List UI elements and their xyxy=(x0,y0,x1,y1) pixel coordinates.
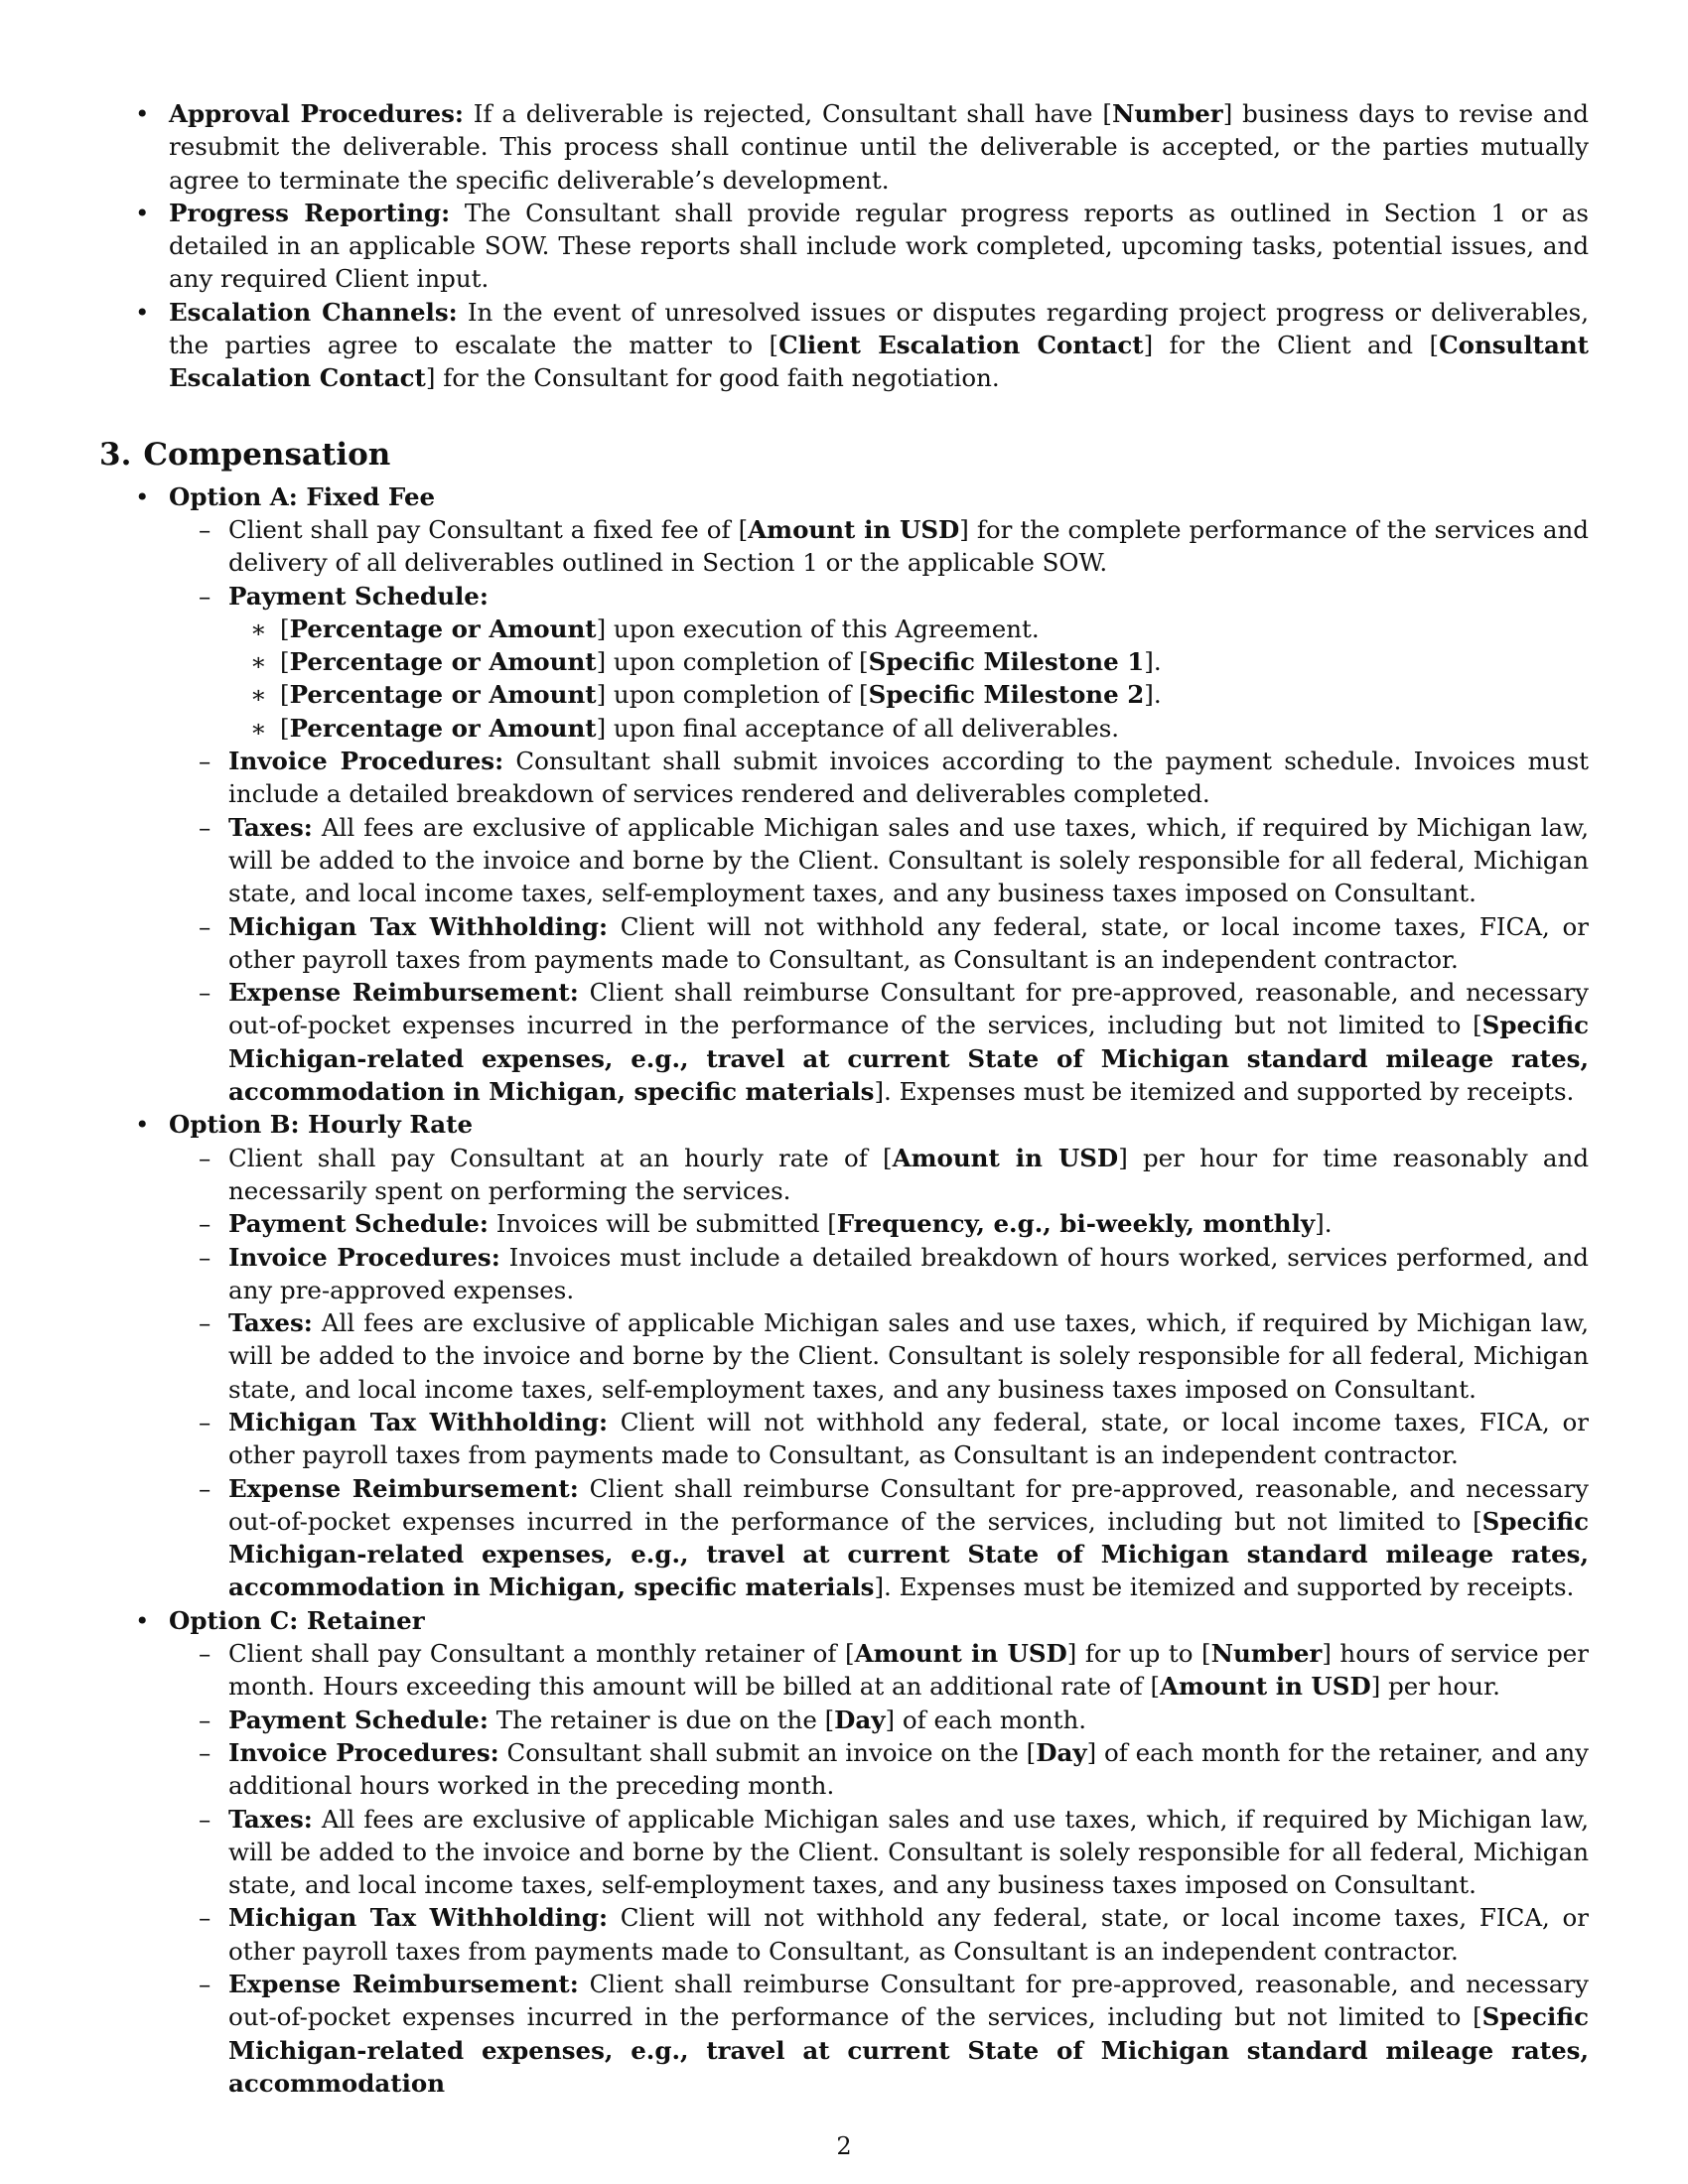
term-label: Invoice Procedures: xyxy=(228,1737,499,1767)
term-label: Expense Reimbursement: xyxy=(228,978,579,1008)
list-item xyxy=(99,197,1589,296)
term-item xyxy=(169,1241,1589,1307)
term-item xyxy=(169,1803,1589,1902)
item-label: Escalation Channels: xyxy=(169,297,458,327)
dash-marker: – xyxy=(199,581,211,611)
page-content xyxy=(99,97,1589,2100)
term-item xyxy=(169,1704,1589,1736)
schedule-text: [Percentage or Amount] upon final acceptance of all deliverables. xyxy=(280,713,1120,743)
term-label: Taxes: xyxy=(228,1308,313,1338)
term-text: Client will not withhold any federal, state, or local income taxes, FICA, or other payroll taxes from payments made to Consultant, as Consultant is an independent contractor. xyxy=(228,911,1589,974)
dash-marker: – xyxy=(199,747,211,776)
term-text: The retainer is due on the [Day] of each month. xyxy=(495,1705,1087,1734)
bullet-marker: • xyxy=(135,1605,150,1635)
schedule-item xyxy=(228,613,1589,645)
section-heading xyxy=(99,435,1589,475)
obligations-list xyxy=(99,97,1589,395)
option-title: Option A: Fixed Fee xyxy=(169,481,436,511)
bullet-marker: • xyxy=(135,99,150,128)
option-title: Option C: Retainer xyxy=(169,1605,425,1635)
dash-marker: – xyxy=(199,978,211,1008)
option-item xyxy=(99,480,1589,1109)
term-item xyxy=(169,910,1589,977)
term-item xyxy=(169,1968,1589,2100)
term-text: All fees are exclusive of applicable Michigan sales and use taxes, which, if required by Michigan law, will be added to the invoice and borne by the Client. Consultant is solely responsible for all federal, Michigan state, and local income taxes, self-employment taxes, and any business taxes imposed on Consultant. xyxy=(228,1308,1589,1404)
term-text: Invoices must include a detailed breakdown of hours worked, services performed, and any pre-approved expenses. xyxy=(228,1242,1589,1304)
schedule-item xyxy=(228,645,1589,678)
term-item xyxy=(169,1472,1589,1604)
term-item xyxy=(169,513,1589,580)
section-number: 3. xyxy=(99,436,132,473)
term-item xyxy=(169,580,1589,745)
term-item xyxy=(169,811,1589,910)
list-item xyxy=(99,97,1589,197)
term-label: Taxes: xyxy=(228,812,313,842)
compensation-options-list xyxy=(99,480,1589,2101)
option-title: Option B: Hourly Rate xyxy=(169,1110,474,1140)
term-item xyxy=(169,976,1589,1108)
star-marker: ∗ xyxy=(250,647,267,677)
item-text: In the event of unresolved issues or disputes regarding project progress or deliverables, the parties agree to escalate the matter to [Client Escalation Contact] for the Client and [Consultant Escalation Contact] for the Consultant for good faith negotiation. xyxy=(169,297,1590,393)
dash-marker: – xyxy=(199,1639,211,1669)
dash-marker: – xyxy=(199,1143,211,1172)
term-label: Taxes: xyxy=(228,1804,313,1834)
option-terms-list xyxy=(169,513,1589,1108)
term-text: Client will not withhold any federal, state, or local income taxes, FICA, or other payroll taxes from payments made to Consultant, as Consultant is an independent contractor. xyxy=(228,1407,1589,1470)
term-item xyxy=(169,1736,1589,1803)
term-text: Client shall reimburse Consultant for pre-approved, reasonable, and necessary out-of-pocket expenses incurred in the performance of the services, including but not limited to [Specific Michigan-related expenses, e.g., travel at current State of Michigan standard mileage rates, accommodation in Michigan, specific materials]. Expenses must be itemized and supported by receipts. xyxy=(228,1473,1589,1602)
dash-marker: – xyxy=(199,1242,211,1272)
term-text: Client will not withhold any federal, state, or local income taxes, FICA, or other payroll taxes from payments made to Consultant, as Consultant is an independent contractor. xyxy=(228,1903,1589,1966)
item-text: If a deliverable is rejected, Consultant shall have [Number] business days to revise and resubmit the deliverable. This process shall continue until the deliverable is accepted, or the parties mutually agree to terminate the specific deliverable’s development. xyxy=(169,99,1589,195)
term-item xyxy=(169,1637,1589,1704)
term-text: Client shall reimburse Consultant for pre-approved, reasonable, and necessary out-of-pocket expenses incurred in the performance of the services, including but not limited to [Specific Michigan-related expenses, e.g., travel at current State of Michigan standard mileage rates, accommodation xyxy=(228,1970,1589,2098)
term-item xyxy=(169,1306,1589,1406)
term-item xyxy=(169,745,1589,811)
dash-marker: – xyxy=(199,1903,211,1933)
term-label: Payment Schedule: xyxy=(228,1209,489,1239)
term-item xyxy=(169,1901,1589,1968)
term-label: Invoice Procedures: xyxy=(228,747,504,776)
section-title: Compensation xyxy=(143,436,391,473)
term-text: Client shall pay Consultant a fixed fee of [Amount in USD] for the complete performance of the services and delivery of all deliverables outlined in Section 1 or the applicable SOW. xyxy=(228,514,1589,578)
dash-marker: – xyxy=(199,514,211,544)
dash-marker: – xyxy=(199,911,211,941)
term-item xyxy=(169,1207,1589,1240)
star-marker: ∗ xyxy=(250,614,267,643)
term-label: Michigan Tax Withholding: xyxy=(228,1903,609,1933)
dash-marker: – xyxy=(199,1308,211,1338)
dash-marker: – xyxy=(199,812,211,842)
option-item xyxy=(99,1108,1589,1603)
term-text: All fees are exclusive of applicable Michigan sales and use taxes, which, if required by Michigan law, will be added to the invoice and borne by the Client. Consultant is solely responsible for all federal, Michigan state, and local income taxes, self-employment taxes, and any business taxes imposed on Consultant. xyxy=(228,812,1589,908)
item-label: Progress Reporting: xyxy=(169,198,451,227)
list-item xyxy=(99,296,1589,395)
bullet-marker: • xyxy=(135,1110,150,1140)
term-text: Client shall pay Consultant a monthly retainer of [Amount in USD] for up to [Number] hours of service per month. Hours exceeding this amount will be billed at an additional rate of [Amount in USD] per hour. xyxy=(228,1639,1589,1702)
schedule-text: [Percentage or Amount] upon execution of this Agreement. xyxy=(280,614,1040,643)
schedule-item xyxy=(228,678,1589,711)
dash-marker: – xyxy=(199,1473,211,1503)
term-text: Client shall reimburse Consultant for pre-approved, reasonable, and necessary out-of-pocket expenses incurred in the performance of the services, including but not limited to [Specific Michigan-related expenses, e.g., travel at current State of Michigan standard mileage rates, accommodation in Michigan, specific materials]. Expenses must be itemized and supported by receipts. xyxy=(228,978,1589,1107)
star-marker: ∗ xyxy=(250,680,267,710)
document-page xyxy=(99,97,1589,2162)
term-label: Michigan Tax Withholding: xyxy=(228,1407,609,1436)
term-label: Payment Schedule: xyxy=(228,1705,489,1734)
term-text: All fees are exclusive of applicable Michigan sales and use taxes, which, if required by Michigan law, will be added to the invoice and borne by the Client. Consultant is solely responsible for all federal, Michigan state, and local income taxes, self-employment taxes, and any business taxes imposed on Consultant. xyxy=(228,1804,1589,1900)
star-marker: ∗ xyxy=(250,713,267,743)
schedule-item xyxy=(228,712,1589,745)
option-item xyxy=(99,1604,1589,2100)
schedule-text: [Percentage or Amount] upon completion of [Specific Milestone 1]. xyxy=(280,647,1162,677)
item-text: The Consultant shall provide regular progress reports as outlined in Section 1 or as detailed in an applicable SOW. These reports shall include work completed, upcoming tasks, potential issues, and any required Client input. xyxy=(169,198,1589,294)
term-text: Invoices will be submitted [Frequency, e.g., bi-weekly, monthly]. xyxy=(495,1209,1333,1239)
page-number: 2 xyxy=(836,2132,852,2160)
dash-marker: – xyxy=(199,1209,211,1239)
term-item xyxy=(169,1406,1589,1472)
bullet-marker: • xyxy=(135,198,150,227)
dash-marker: – xyxy=(199,1705,211,1734)
option-terms-list xyxy=(169,1637,1589,2100)
dash-marker: – xyxy=(199,1804,211,1834)
term-text: Consultant shall submit an invoice on the [Day] of each month for the retainer, and any additional hours worked in the preceding month. xyxy=(228,1737,1590,1801)
dash-marker: – xyxy=(199,1970,211,1999)
bullet-marker: • xyxy=(135,481,150,511)
schedule-text: [Percentage or Amount] upon completion of [Specific Milestone 2]. xyxy=(280,680,1162,710)
term-label: Invoice Procedures: xyxy=(228,1242,500,1272)
dash-marker: – xyxy=(199,1737,211,1767)
option-terms-list xyxy=(169,1142,1589,1604)
term-item xyxy=(169,1142,1589,1208)
term-label: Expense Reimbursement: xyxy=(228,1970,579,1999)
term-label: Expense Reimbursement: xyxy=(228,1473,579,1503)
term-label: Michigan Tax Withholding: xyxy=(228,911,609,941)
bullet-marker: • xyxy=(135,297,150,327)
payment-schedule-list xyxy=(228,613,1589,745)
term-label: Payment Schedule: xyxy=(228,581,489,611)
term-text: Client shall pay Consultant at an hourly rate of [Amount in USD] per hour for time reasonably and necessarily spent on performing the services. xyxy=(228,1143,1589,1205)
term-text: Consultant shall submit invoices according to the payment schedule. Invoices must include a detailed breakdown of services rendered and deliverables completed. xyxy=(228,747,1590,809)
item-label: Approval Procedures: xyxy=(169,99,464,128)
dash-marker: – xyxy=(199,1407,211,1436)
